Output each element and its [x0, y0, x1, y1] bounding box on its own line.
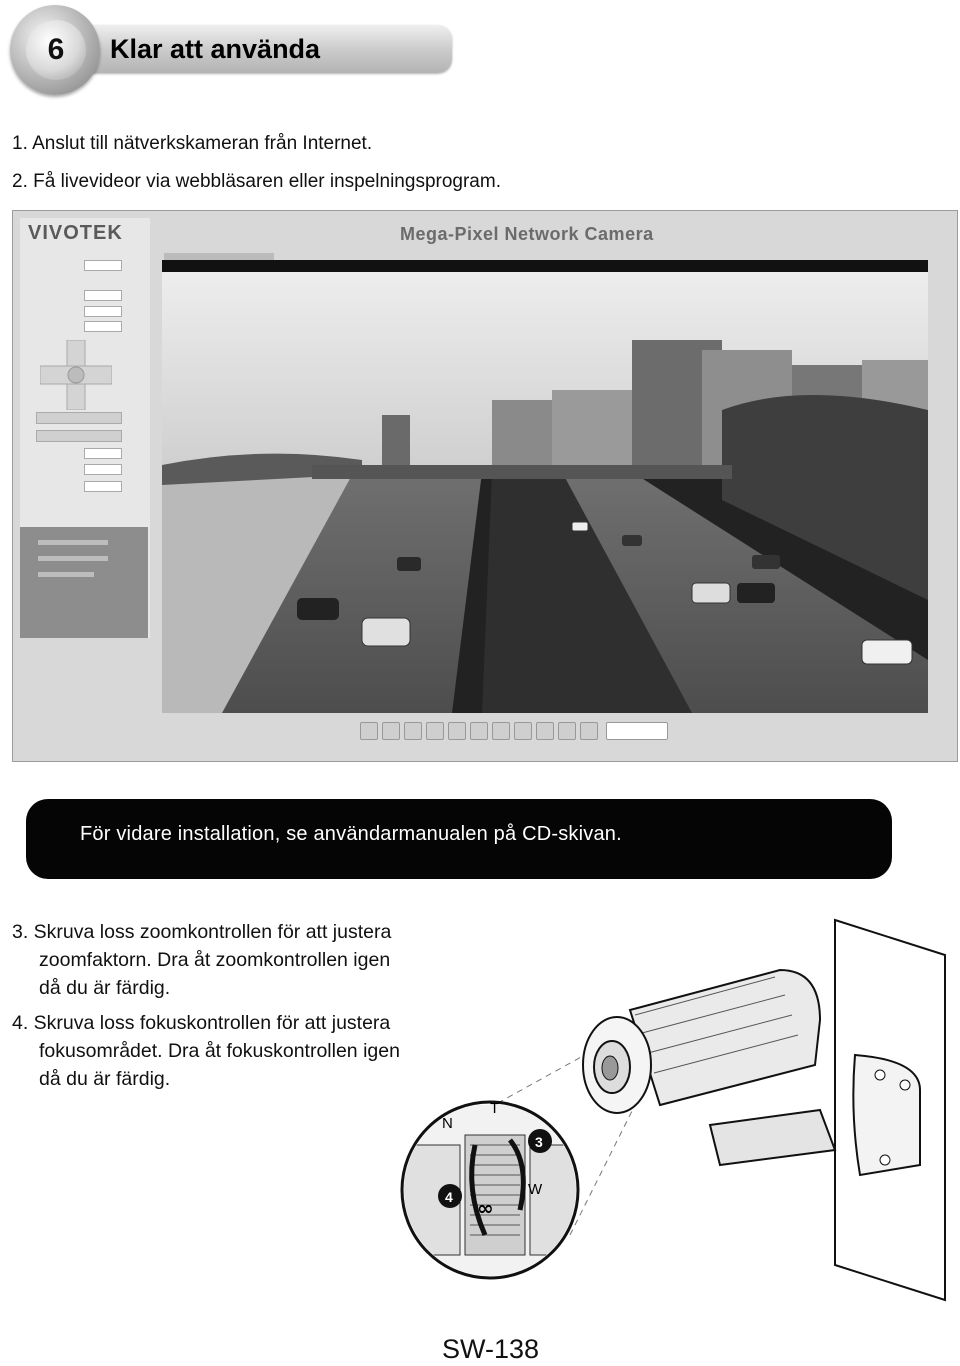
- step-4-line-2: fokusområdet. Dra åt fokuskontrollen igen: [39, 1040, 400, 1062]
- step-1-text: 1. Anslut till nätverkskameran från Internet.: [12, 133, 373, 154]
- model-footer: SW-138: [442, 1334, 540, 1364]
- notice-text: För vidare installation, se användarmanualen på CD-skivan.: [80, 823, 622, 845]
- screw-icon: [875, 1070, 885, 1080]
- step-4-line-1: 4. Skruva loss fokuskontrollen för att justera: [12, 1012, 391, 1034]
- menu-language: [38, 572, 94, 577]
- page-title: Klar att använda: [110, 34, 321, 64]
- volume-icon: [470, 722, 488, 740]
- label-4: 4: [445, 1189, 453, 1205]
- zoom-icon: [382, 722, 400, 740]
- pause-icon: [404, 722, 422, 740]
- snapshot-icon: [360, 722, 378, 740]
- label-infinity: ∞: [477, 1196, 494, 1220]
- label-t: T: [490, 1100, 500, 1117]
- mount-arm: [710, 1110, 835, 1165]
- fullscreen-icon: [558, 722, 576, 740]
- mic-icon: [536, 722, 554, 740]
- zoom-speed-select: [84, 481, 122, 492]
- record-icon: [448, 722, 466, 740]
- video-stream-select: [84, 260, 122, 271]
- label-n: N: [442, 1115, 453, 1132]
- talk-icon: [514, 722, 532, 740]
- step-number: 6: [26, 20, 86, 80]
- menu-configuration: [38, 556, 108, 561]
- tilt-speed-select: [84, 464, 122, 475]
- step-3-line-2: zoomfaktorn. Dra åt zoomkontrollen igen: [39, 949, 391, 971]
- step-2-text: 2. Få livevideor via webbläsaren eller inspelningsprogram.: [12, 171, 501, 192]
- video-control-bar: [360, 722, 740, 744]
- menu-client-settings: [38, 540, 108, 545]
- step-3-line-1: 3. Skruva loss zoomkontrollen för att justera: [12, 921, 392, 943]
- preset-bar: [36, 412, 122, 424]
- ptz-panel-select: [84, 321, 122, 332]
- screenshot-title: Mega-Pixel Network Camera: [400, 224, 654, 244]
- pan-speed-select: [84, 448, 122, 459]
- step-3-instruction: [12, 918, 391, 1002]
- zoom-focus-bar: [36, 430, 122, 442]
- settings-icon: [580, 722, 598, 740]
- live-video-feed: [162, 260, 928, 713]
- focus-assist-box: [84, 306, 122, 317]
- label-3: 3: [535, 1134, 543, 1150]
- step-4-line-3: då du är färdig.: [39, 1068, 171, 1090]
- brand-logo: VIVOTEK: [28, 222, 123, 244]
- camera-diagram: [380, 915, 955, 1310]
- digital-output-box: [84, 290, 122, 301]
- label-w: W: [528, 1181, 543, 1198]
- mute-icon: [492, 722, 510, 740]
- screw-icon: [900, 1080, 910, 1090]
- step-3-line-3: då du är färdig.: [39, 977, 171, 999]
- highway-scene-image: [162, 260, 928, 713]
- goto-select: [606, 722, 668, 740]
- step-4-instruction: [12, 1009, 400, 1093]
- stop-icon: [426, 722, 444, 740]
- screw-icon: [880, 1155, 890, 1165]
- ptz-pad-icon: [40, 340, 112, 410]
